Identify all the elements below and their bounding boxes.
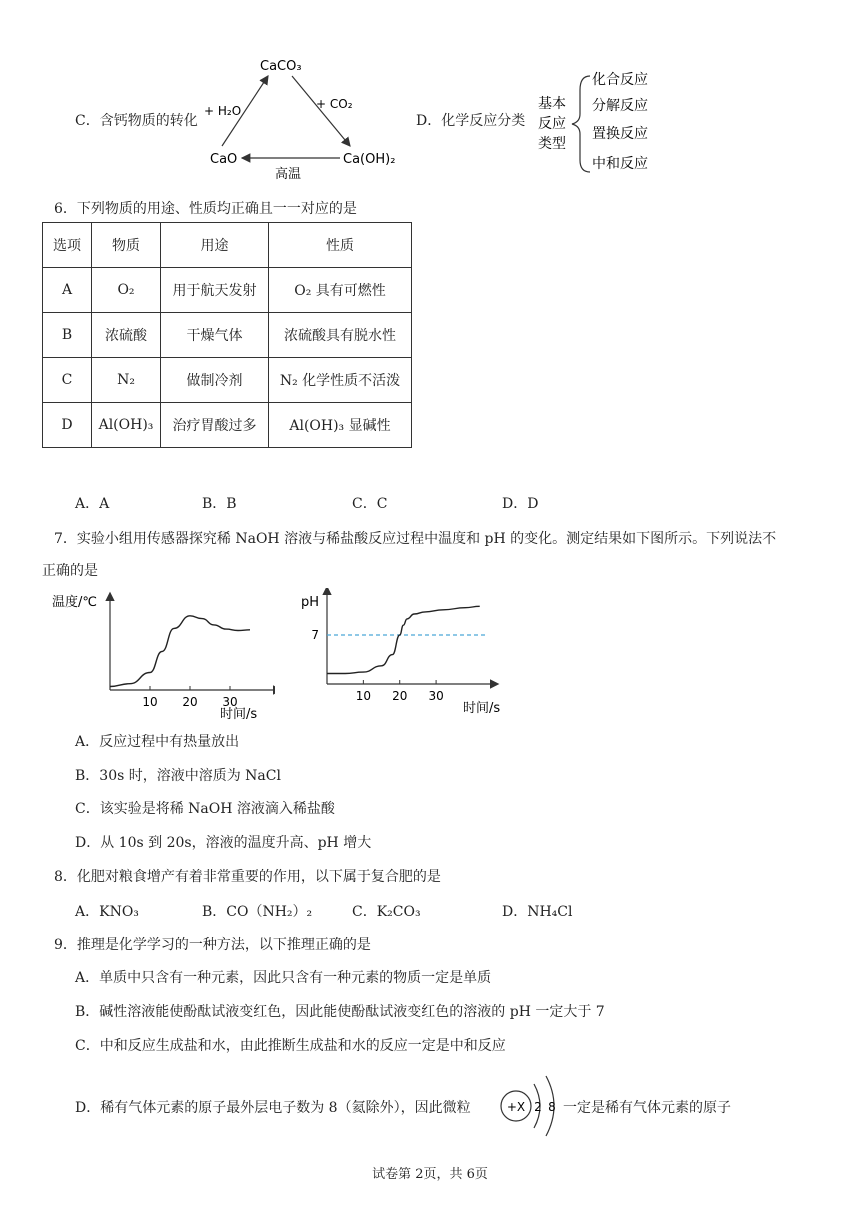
q9-stem: 9．推理是化学学习的一种方法，以下推理正确的是 xyxy=(54,937,371,953)
table-row xyxy=(43,268,412,313)
table-header: 物质 xyxy=(92,223,161,268)
q8-stem: 8．化肥对粮食增产有着非常重要的作用，以下属于复合肥的是 xyxy=(54,869,441,885)
table-row xyxy=(43,358,412,403)
table-cell: D xyxy=(43,403,92,448)
table-cell: 用于航天发射 xyxy=(161,268,269,313)
reaction-classification-diagram xyxy=(530,62,680,182)
class-item-decomposition: 分解反应 xyxy=(592,98,648,114)
ph-chart xyxy=(295,588,520,723)
table-cell: 干燥气体 xyxy=(161,313,269,358)
q7-option-d: D．从 10s 到 20s，溶液的温度升高、pH 增大 xyxy=(75,835,372,851)
page-footer: 试卷第 2页，共 6页 xyxy=(372,1167,488,1182)
calcium-cycle-diagram xyxy=(200,50,415,185)
table-cell: Al(OH)₃ xyxy=(92,403,161,448)
class-root-line-1: 基本 xyxy=(538,96,566,112)
q8-option-a: A．KNO₃ xyxy=(75,904,139,920)
brace-icon xyxy=(572,76,590,172)
table-row xyxy=(43,313,412,358)
class-root-line-3: 类型 xyxy=(538,136,566,152)
table-header: 性质 xyxy=(269,223,412,268)
q9-option-a: A．单质中只含有一种元素，因此只含有一种元素的物质一定是单质 xyxy=(75,970,492,986)
y-tick-label: 7 xyxy=(311,628,319,642)
label-plus-co2: + CO₂ xyxy=(316,97,353,111)
shell-2-electrons: 8 xyxy=(548,1100,556,1114)
table-cell: B xyxy=(43,313,92,358)
q6-option-c: C．C xyxy=(352,496,388,512)
table-cell: A xyxy=(43,268,92,313)
table-cell: O₂ xyxy=(92,268,161,313)
cycle-left-cao: CaO xyxy=(210,152,238,167)
y-axis-label: 温度/℃ xyxy=(52,595,97,610)
q7-stem-line-2: 正确的是 xyxy=(42,563,98,579)
x-tick-label: 30 xyxy=(222,695,238,709)
q6-option-b: B．B xyxy=(202,496,237,512)
q7-option-c: C．该实验是将稀 NaOH 溶液滴入稀盐酸 xyxy=(75,801,335,817)
table-cell: 做制冷剂 xyxy=(161,358,269,403)
q8-option-c: C．K₂CO₃ xyxy=(352,904,421,920)
x-tick-label: 20 xyxy=(182,695,198,709)
cycle-top-caco3: CaCO₃ xyxy=(260,59,302,74)
table-row xyxy=(43,403,412,448)
cycle-right-caoh2: Ca(OH)₂ xyxy=(343,152,396,167)
class-item-neutralization: 中和反应 xyxy=(592,156,648,172)
q9-option-d-after: 一定是稀有气体元素的原子 xyxy=(563,1100,731,1116)
shell-1-electrons: 2 xyxy=(534,1100,542,1114)
table-cell: 浓硫酸 xyxy=(92,313,161,358)
x-tick-label: 10 xyxy=(142,695,158,709)
q8-option-b: B．CO（NH₂）₂ xyxy=(202,904,313,920)
x-tick-label: 10 xyxy=(355,689,372,703)
q7-stem-line-1: 7．实验小组用传感器探究稀 NaOH 溶液与稀盐酸反应过程中温度和 pH 的变化。测定结果如下图所示。下列说法不 xyxy=(54,531,777,547)
table-header: 用途 xyxy=(161,223,269,268)
q9-option-d-before: D．稀有气体元素的原子最外层电子数为 8（氦除外），因此微粒 xyxy=(75,1100,471,1116)
series-line xyxy=(110,616,250,687)
q5-option-c-label: C．含钙物质的转化 xyxy=(75,113,198,129)
atom-structure-diagram xyxy=(496,1070,562,1142)
series-line xyxy=(327,606,480,673)
x-axis-label: 时间/s xyxy=(220,707,258,722)
table-cell: Al(OH)₃ 显碱性 xyxy=(269,403,412,448)
x-tick-label: 20 xyxy=(392,689,408,703)
q7-option-b: B．30s 时，溶液中溶质为 NaCl xyxy=(75,768,281,784)
q6-option-d: D．D xyxy=(502,496,539,512)
table-cell: 治疗胃酸过多 xyxy=(161,403,269,448)
q7-option-a: A．反应过程中有热量放出 xyxy=(75,734,240,750)
table-cell: N₂ 化学性质不活泼 xyxy=(269,358,412,403)
table-cell: N₂ xyxy=(92,358,161,403)
class-item-combination: 化合反应 xyxy=(592,72,648,88)
temperature-chart xyxy=(50,588,275,723)
nucleus-label: +X xyxy=(506,1100,526,1114)
class-item-displacement: 置换反应 xyxy=(592,126,648,142)
y-axis-label: pH xyxy=(301,595,320,610)
q9-option-b: B．碱性溶液能使酚酞试液变红色，因此能使酚酞试液变红色的溶液的 pH 一定大于 7 xyxy=(75,1004,605,1020)
arrow-caco3-to-caoh2 xyxy=(292,76,350,146)
class-root-line-2: 反应 xyxy=(538,116,566,132)
q6-option-a: A．A xyxy=(75,496,110,512)
q8-option-d: D．NH₄Cl xyxy=(502,904,573,920)
x-axis-label: 时间/s xyxy=(463,701,501,716)
q6-stem: 6．下列物质的用途、性质均正确且一一对应的是 xyxy=(54,201,357,217)
x-tick-label: 30 xyxy=(428,689,444,703)
table-cell: 浓硫酸具有脱水性 xyxy=(269,313,412,358)
table-cell: C xyxy=(43,358,92,403)
label-high-temp: 高温 xyxy=(275,167,302,182)
q9-option-c: C．中和反应生成盐和水，由此推断生成盐和水的反应一定是中和反应 xyxy=(75,1038,506,1054)
table-cell: O₂ 具有可燃性 xyxy=(269,268,412,313)
q6-table xyxy=(42,222,412,448)
label-plus-h2o: + H₂O xyxy=(204,104,242,118)
table-header-row xyxy=(43,223,412,268)
table-header: 选项 xyxy=(43,223,92,268)
q5-option-d-label: D．化学反应分类 xyxy=(416,113,526,129)
